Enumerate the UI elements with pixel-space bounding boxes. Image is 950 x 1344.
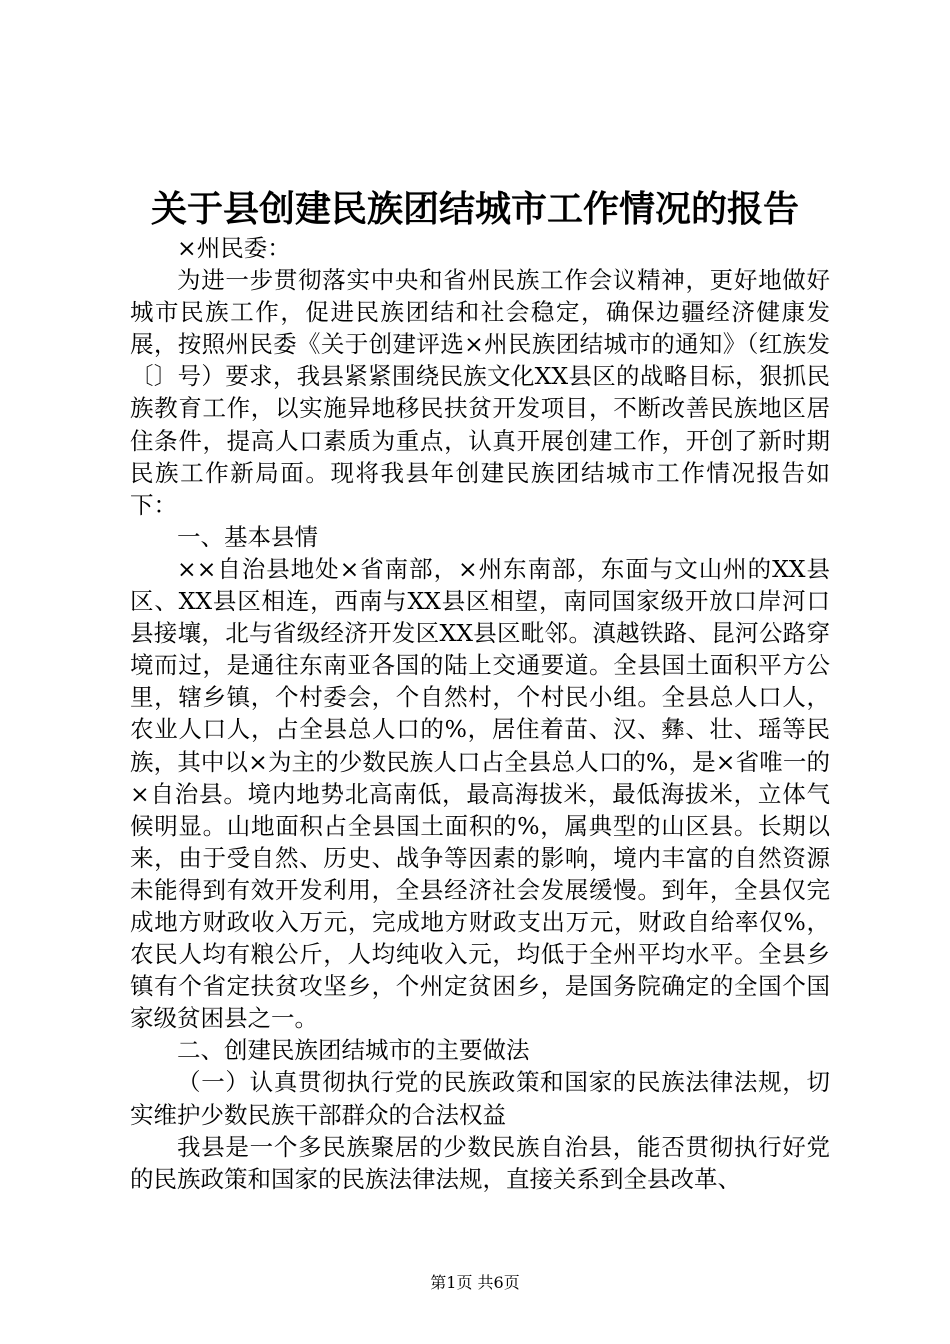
page-footer: 第1页 共6页: [430, 1273, 520, 1292]
salutation: ×州民委：: [177, 234, 291, 262]
paragraph-intro: 为进一步贯彻落实中央和省州民族工作会议精神，更好地做好城市民族工作，促进民族团结和社会稳定，确保边疆经济健康发展，按照州民委《关于创建评选×州民族团结城市的通知》（红族发〔〕号）要求，我县紧紧围绕民族文化XX县区的战略目标，狠抓民族教育工作，以实施异地移民扶贫开发项目，不断改善民族地区居住条件，提高人口素质为重点，认真开展创建工作，开创了新时期民族工作新局面。现将我县年创建民族团结城市工作情况报告如下：: [130, 266, 830, 519]
document-body: [130, 232, 830, 1195]
paragraph-subsection-1: 我县是一个多民族聚居的少数民族自治县，能否贯彻执行好党的民族政策和国家的民族法律法规，直接关系到全县改革、: [130, 1132, 830, 1193]
document-title: 关于县创建民族团结城市工作情况的报告: [150, 188, 799, 230]
section-heading-main-practices: 二、创建民族团结城市的主要做法: [177, 1036, 530, 1065]
subsection-heading-1: （一）认真贯彻执行党的民族政策和国家的民族法律法规，切实维护少数民族干部群众的合法权益: [130, 1068, 830, 1129]
paragraph-basic-info: ××自治县地处×省南部，×州东南部，东面与文山州的XX县区、XX县区相连，西南与XX县区相望，南同国家级开放口岸河口县接壤，北与省级经济开发区XX县区毗邻。滇越铁路、昆河公路穿境而过，是通往东南亚各国的陆上交通要道。全县国土面积平方公里，辖乡镇，个村委会，个自然村，个村民小组。全县总人口人，农业人口人，占全县总人口的%，居住着苗、汉、彝、壮、瑶等民族，其中以×为主的少数民族人口占全县总人口的%，是×省唯一的×自治县。境内地势北高南低，最高海拔米，最低海拔米，立体气候明显。山地面积占全县国土面积的%，属典型的山区县。长期以来，由于受自然、历史、战争等因素的影响，境内丰富的自然资源未能得到有效开发利用，全县经济社会发展缓慢。到年，全县仅完成地方财政收入万元，完成地方财政支出万元，财政自给率仅%，农民人均有粮公斤，人均纯收入元，均低于全州平均水平。全县乡镇有个省定扶贫攻坚乡，个州定贫困乡，是国务院确定的全国个国家级贫困县之一。: [130, 554, 830, 1033]
section-heading-basic-info: 一、基本县情: [177, 522, 318, 551]
